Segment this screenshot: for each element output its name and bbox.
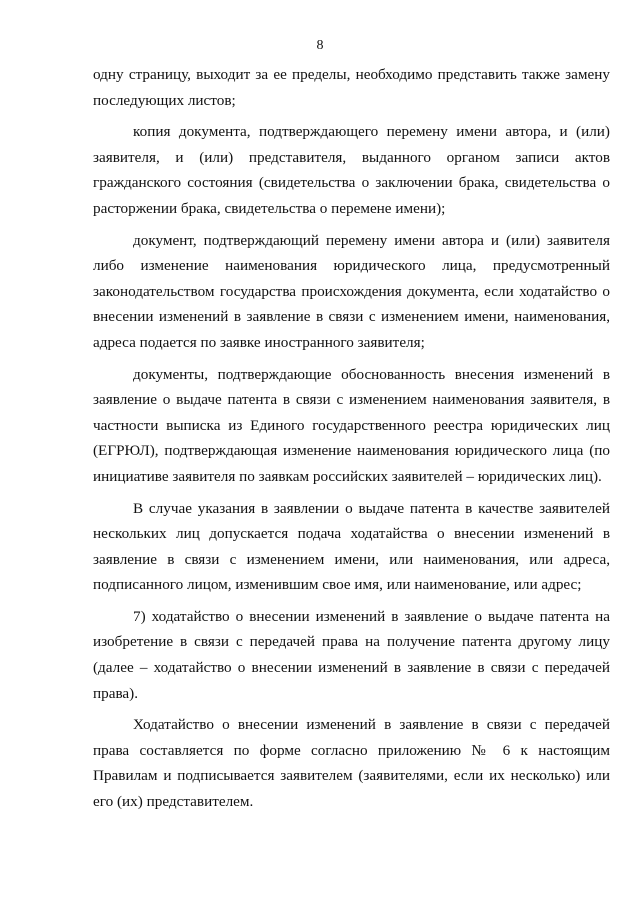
document-body bbox=[93, 62, 610, 815]
paragraph-transfer-form: Ходатайство о внесении изменений в заявление в связи с передачей права составляется по форме согласно приложению № 6 к настоящим Правилам и подписывается заявителем (заявителями, если их несколько) или его (их) представителем. bbox=[93, 716, 610, 811]
paragraph-item-7: 7) ходатайство о внесении изменений в заявление о выдаче патента на изобретение в связи с передачей права на получение патента другому лицу (далее – ходатайство о внесении изменений в заявление в связи с передачей права). bbox=[93, 607, 610, 702]
paragraph-name-change-certificate: копия документа, подтверждающего перемену имени автора, и (или) заявителя, и (или) представителя, выданного органом записи актов гражданского состояния (свидетельства о заключении брака, свидетельства о расторжении брака, свидетельства о перемене имени); bbox=[93, 123, 610, 217]
paragraph-multiple-applicants: В случае указания в заявлении о выдаче патента в качестве заявителей нескольких лиц допускается подача ходатайства о внесении изменений в заявление в связи с изменением имени, или наименования, или адреса, подписанного лицом, изменившим свое имя, или наименование, или адрес; bbox=[93, 499, 610, 594]
paragraph-continuation: одну страницу, выходит за ее пределы, необходимо представить также замену последующих листов; bbox=[93, 66, 610, 109]
page-number: 8 bbox=[316, 38, 324, 53]
paragraph-egrul-documents: документы, подтверждающие обоснованность внесения изменений в заявление о выдаче патента в связи с изменением наименования заявителя, в частности выписка из Единого государственного реестра юридических лиц (ЕГРЮЛ), подтверждающая изменение наименования юридического лица (по инициативе заявителя по заявкам российских заявителей – юридических лиц). bbox=[93, 365, 610, 485]
paragraph-foreign-document: документ, подтверждающий перемену имени автора и (или) заявителя либо изменение наименования юридического лица, предусмотренный законодательством государства происхождения документа, если ходатайство о внесении изменений в заявление в связи с изменением имени, наименования, адреса подается по заявке иностранного заявителя; bbox=[93, 231, 610, 351]
